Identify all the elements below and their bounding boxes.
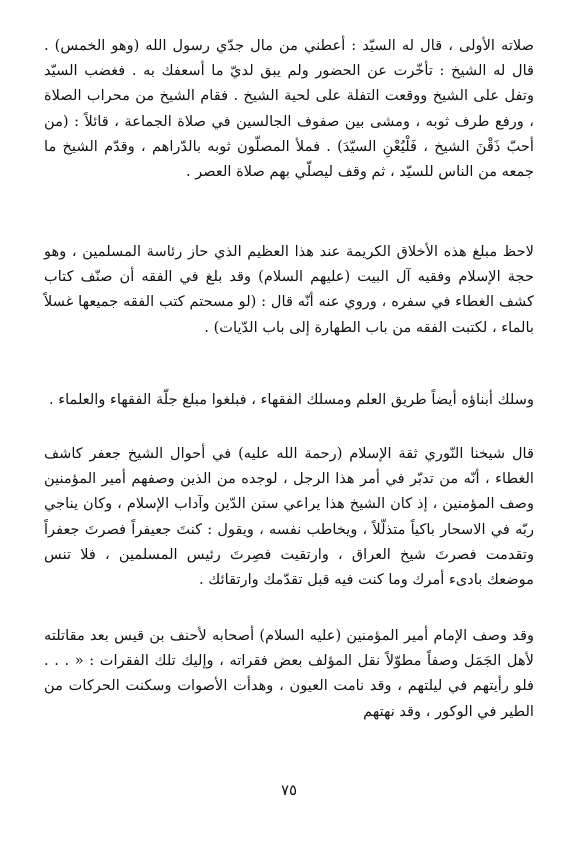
page-number: ٧٥: [280, 781, 298, 799]
paragraph-4: قال شيخنا النّوري ثقة الإسلام (رحمة الله عليه) في أحوال الشيخ جعفر كاشف الغطاء ، أنّه من تدبّر في أمر هذا الرجل ، لوجده من الذين وصفهم أمير المؤمنين وصف المؤمنين ، إذ كان الشيخ هذا يراعي سنن الدّين وآداب الإسلام ، وكان يناجي ربّه في الاسحار باكياً متذلّلاً ، ويخاطب نفسه ، ويقول : كنتَ جعيفراً فصرتَ جعفراً وتقدمت فصرتَ شيخ العراق ، وارتقيت فصِرتَ رئيس المسلمين ، فلا تنس موضعك بادىء أمرك وما كنت فيه قبل تقدّمك وارتقائك .: [44, 445, 534, 589]
paragraph-3: وسلك أبناؤه أيضاً طريق العلم ومسلك الفقهاء ، فبلغوا مبلغ جلّة الفقهاء والعلماء .: [48, 391, 534, 408]
paragraph-2: لاحظ مبلغ هذه الأخلاق الكريمة عند هذا العظيم الذي حاز رئاسة المسلمين ، وهو حجة الإسلام وفقيه آل البيت (عليهم السلام) وقد بلغ في الفقه أن صنّف كتاب كشف الغطاء في سفره ، وروي عنه أنّه قال : (لو مسحتم كتب الفقه جميعها غسلاً بالماء ، لكتبت الفقه من باب الطهارة إلى باب الدّيات) .: [44, 243, 534, 336]
paragraph-1: صلاته الأولى ، قال له السيّد : أعطني من مال جدّي رسول الله (وهو الخمس) . قال له الشيخ : تأخّرت عن الحضور ولم يبق لديّ ما أسعفك به . فغضب السيّد وتفل على الشيخ ووقعت التفلة على لحية الشيخ . فقام الشيخ من محراب الصلاة ، ورفع طرف ثوبه ، ومشى بين صفوف الجالسين في صلاة الجماعة ، قائلاً : (من أحبّ ذَقْنَ الشيخ ، فَلْيُعْنِ السيّدَ) . فملأ المصلّون ثوبه بالدّراهم ، وقدّم الشيخ ما جمعه من الناس للسيّد ، ثم وقف ليصلّي بهم صلاة العصر .: [44, 37, 534, 181]
paragraph-5: وقد وصف الإمام أمير المؤمنين (عليه السلام) أصحابه لأحنف بن قيس بعد مقاتلته لأهل الجَمَل وصفاً مطوّلاً نقل المؤلف بعض فقراته ، وإليك تلك الفقرات : « . . . فلو رأيتهم في ليلتهم ، وقد نامت العيون ، وهدأت الأصوات وسكنت الحركات من الطير في الوكور ، وقد نهتهم: [44, 627, 534, 720]
